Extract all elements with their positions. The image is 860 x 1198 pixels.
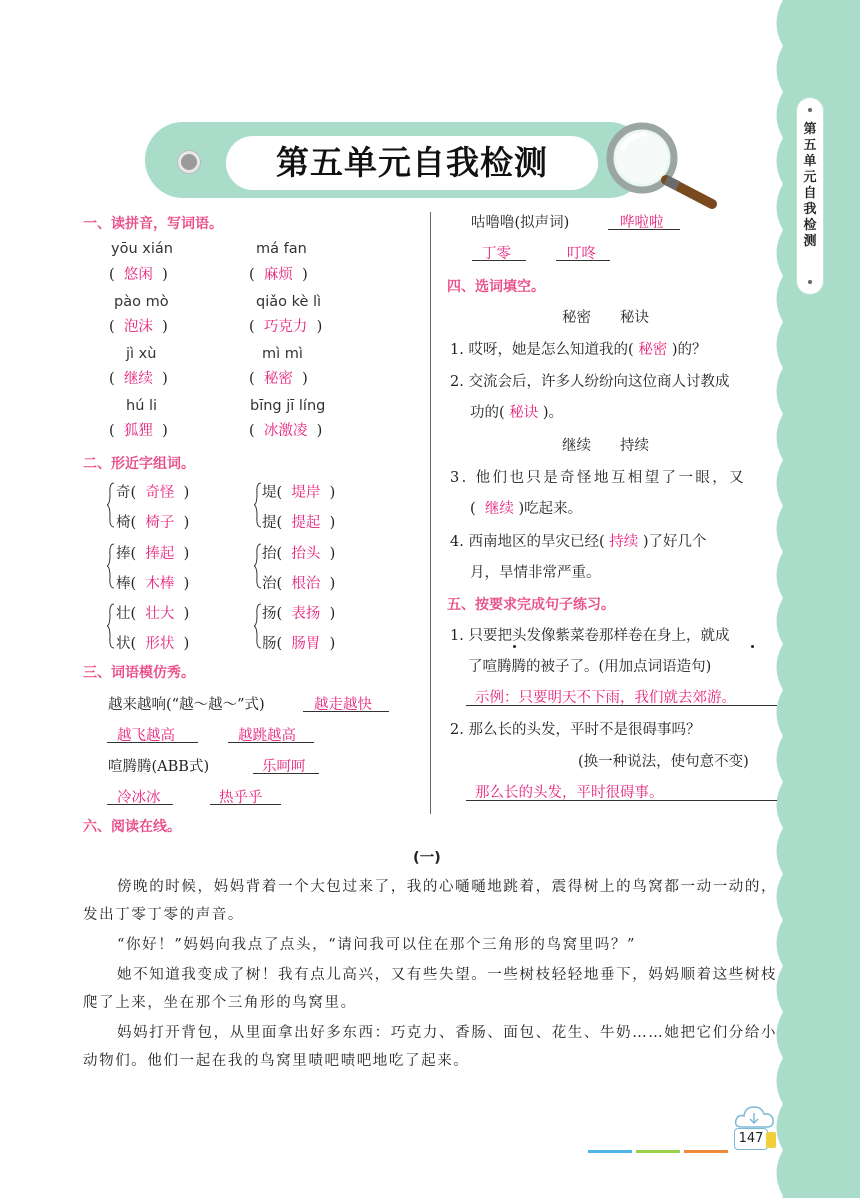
section-1-heading: 一、读拼音，写词语。 (83, 216, 223, 232)
underline (608, 229, 680, 230)
reading-subheading: (一) (413, 850, 441, 866)
char-pair-6a: 扬( 表扬 ) (262, 606, 336, 622)
sentence-q2-line2: (换一种说法，使句意不变) (578, 754, 749, 770)
underline (303, 711, 389, 712)
char-pair-3a: 捧( 捧起 ) (116, 546, 190, 562)
section-2-heading: 二、形近字组词。 (83, 456, 195, 472)
underline (472, 260, 526, 261)
page-tab (766, 1132, 776, 1148)
page-number: 147 (734, 1128, 768, 1150)
imitate-label-2: 喧腾腾(ABB式) (108, 759, 210, 775)
imitate-label-1: 越来越响(“越～越～”式) (108, 697, 265, 713)
underline (107, 804, 173, 805)
answer-5: ( 继续 ) (109, 371, 168, 387)
pinyin-5: jì xù (126, 346, 157, 362)
brace-3 (107, 603, 115, 649)
reading-paragraph-3: 她不知道我变成了树！我有点儿高兴，又有些失望。一些树枝轻轻地垂下，妈妈顺着这些树枝爬了上来，坐在那个三角形的鸟窝里。 (83, 967, 778, 1011)
underline (210, 804, 281, 805)
pinyin-3: pào mò (114, 294, 169, 310)
underline (466, 705, 777, 706)
fill-q4-line1: 4. 西南地区的旱灾已经( 持续 )了好几个 (450, 534, 707, 550)
fill-q2-line2: 功的( 秘诀 )。 (470, 405, 564, 421)
underline (466, 800, 777, 801)
word-choices-2: 继续 持续 (562, 438, 649, 454)
pinyin-2: má fan (256, 241, 307, 257)
sentence-q1-line2: 了喧腾腾的被子了。(用加点词语造句) (468, 659, 712, 675)
fill-q3-line1: 3. 他们也只是奇怪地互相望了一眼，又 (450, 470, 747, 486)
section-6-heading: 六、阅读在线。 (83, 819, 181, 835)
sentence-answer-2: 那么长的头发，平时很碍事。 (475, 785, 664, 801)
imitate-answer-9: 叮咚 (567, 246, 596, 262)
word-choices-1: 秘密 秘诀 (562, 310, 649, 326)
brace-1 (107, 482, 115, 528)
char-pair-5a: 壮( 壮大 ) (116, 606, 190, 622)
char-pair-4b: 治( 根治 ) (262, 576, 336, 592)
pinyin-4: qiǎo kè lì (256, 294, 322, 310)
imitate-answer-2: 越飞越高 (117, 728, 175, 744)
fill-q4-line2: 月，旱情非常严重。 (470, 565, 601, 581)
reading-paragraph-1: 傍晚的时候，妈妈背着一个大包过来了，我的心嗵嗵地跳着，震得树上的鸟窝都一动一动的，发出丁零丁零的声音。 (83, 879, 778, 923)
char-pair-2b: 提( 提起 ) (262, 515, 336, 531)
reading-paragraph-4: 妈妈打开背包，从里面拿出好多东西：巧克力、香肠、面包、花生、牛奶……她把它们分给小动物们。他们一起在我的鸟窝里啧吧啧吧地吃了起来。 (83, 1025, 778, 1069)
answer-7: ( 狐狸 ) (109, 423, 168, 439)
underline (253, 773, 319, 774)
page-title: 第五单元自我检测 (276, 143, 548, 182)
tab-dot-top (808, 108, 812, 112)
sentence-q1-line1: 1. 只要把头发像紫菜卷那样卷在身上，就成 (450, 628, 730, 644)
imitate-answer-1: 越走越快 (314, 697, 372, 713)
side-label: 第 五 单 元 自 我 检 测 (803, 122, 817, 249)
answer-2: ( 麻烦 ) (249, 267, 308, 283)
imitate-answer-4: 乐呵呵 (262, 759, 306, 775)
fill-q2-line1: 2. 交流会后，许多人纷纷向这位商人讨教成 (450, 374, 730, 390)
sentence-answer-1: 示例：只要明天不下雨，我们就去郊游。 (475, 690, 736, 706)
fill-q3-line2: ( 继续 )吃起来。 (470, 501, 583, 517)
cloud-icon (734, 1103, 776, 1131)
answer-3: ( 泡沫 ) (109, 319, 168, 335)
fill-q1: 1. 哎呀，她是怎么知道我的( 秘密 )的？ (450, 342, 707, 358)
footer-bar-green (636, 1150, 680, 1153)
char-pair-5b: 状( 形状 ) (116, 636, 190, 652)
char-pair-4a: 抬( 抬头 ) (262, 546, 336, 562)
char-pair-2a: 堤( 堤岸 ) (262, 485, 336, 501)
pinyin-8: bīng jī líng (250, 398, 326, 414)
section-3-heading: 三、词语模仿秀。 (83, 665, 195, 681)
pinyin-1: yōu xián (111, 241, 173, 257)
char-pair-6b: 肠( 肠胃 ) (262, 636, 336, 652)
brace-4 (254, 482, 262, 528)
sentence-q2-line1: 2. 那么长的头发，平时不是很碍事吗？ (450, 722, 701, 738)
pinyin-7: hú li (126, 398, 158, 414)
side-tab (797, 98, 823, 294)
brace-2 (107, 543, 115, 589)
underline (556, 260, 610, 261)
imitate-label-3: 咕噜噜(拟声词) (471, 215, 570, 231)
footer-bar-orange (684, 1150, 728, 1153)
answer-4: ( 巧克力 ) (249, 319, 323, 335)
underline (107, 742, 198, 743)
answer-6: ( 秘密 ) (249, 371, 308, 387)
column-divider (430, 212, 431, 814)
emphasis-dot (751, 645, 754, 648)
pinyin-6: mì mì (262, 346, 303, 362)
magnifier-icon (600, 120, 720, 210)
char-pair-1a: 奇( 奇怪 ) (116, 485, 190, 501)
imitate-answer-5: 冷冰冰 (117, 790, 161, 806)
brace-6 (254, 603, 262, 649)
reading-paragraph-2: “你好！”妈妈向我点了点头，“请问我可以住在那个三角形的鸟窝里吗？” (117, 937, 637, 953)
section-4-heading: 四、选词填空。 (447, 279, 545, 295)
ring-icon (178, 151, 200, 173)
tab-dot-bottom (808, 280, 812, 284)
section-5-heading: 五、按要求完成句子练习。 (447, 597, 615, 613)
emphasis-dot (513, 645, 516, 648)
underline (228, 742, 314, 743)
answer-8: ( 冰激凌 ) (249, 423, 323, 439)
imitate-answer-3: 越跳越高 (238, 728, 296, 744)
imitate-answer-6: 热乎乎 (219, 790, 263, 806)
imitate-answer-8: 丁零 (482, 246, 511, 262)
char-pair-3b: 棒( 木棒 ) (116, 576, 190, 592)
footer-bar-blue (588, 1150, 632, 1153)
brace-5 (254, 543, 262, 589)
imitate-answer-7: 哗啦啦 (620, 215, 664, 231)
answer-1: ( 悠闲 ) (109, 267, 168, 283)
char-pair-1b: 椅( 椅子 ) (116, 515, 190, 531)
